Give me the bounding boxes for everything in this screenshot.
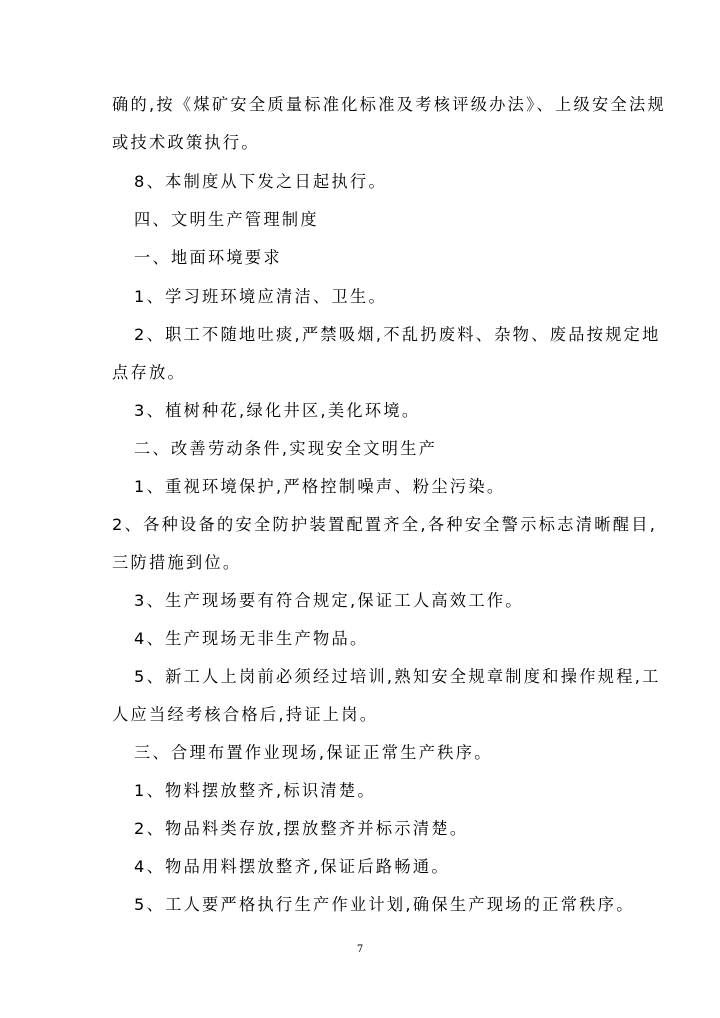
list-item: 1、物料摆放整齐,标识清楚。 [134,781,376,800]
subsection-heading: 三、合理布置作业现场,保证正常生产秩序。 [134,743,493,762]
list-item-continuation: 三防措施到位。 [112,553,242,572]
subsection-heading: 二、改善劳动条件,实现安全文明生产 [134,439,438,458]
list-item-continuation: 人应当经考核合格后,持证上岗。 [112,705,379,724]
paragraph-line: 确的,按《煤矿安全质量标准化标准及考核评级办法》、上级安全法规 [112,95,666,114]
list-item: 2、物品料类存放,摆放整齐并标示清楚。 [134,819,469,838]
list-item: 5、工人要严格执行生产作业计划,确保生产现场的正常秩序。 [134,895,635,914]
list-item: 3、植树种花,绿化井区,美化环境。 [134,401,421,420]
paragraph-line: 8、本制度从下发之日起执行。 [134,172,387,191]
section-heading: 四、文明生产管理制度 [134,210,319,229]
list-item: 4、生产现场无非生产物品。 [134,629,369,648]
subsection-heading: 一、地面环境要求 [134,248,282,267]
list-item: 1、学习班环境应清洁、卫生。 [134,287,387,306]
list-item: 2、职工不随地吐痰,严禁吸烟,不乱扔废料、杂物、废品按规定地 [134,325,661,344]
list-item-continuation: 点存放。 [112,363,186,382]
paragraph-line: 或技术政策执行。 [112,133,260,152]
list-item: 3、生产现场要有符合规定,保证工人高效工作。 [134,591,524,610]
page-number: 7 [356,944,364,955]
list-item: 5、新工人上岗前必须经过培训,熟知安全规章制度和操作规程,工 [134,667,661,686]
list-item: 2、各种设备的安全防护装置配置齐全,各种安全警示标志清晰醒目, [112,515,658,534]
list-item: 4、物品用料摆放整齐,保证后路畅通。 [134,857,450,876]
list-item: 1、重视环境保护,严格控制噪声、粉尘污染。 [134,477,506,496]
